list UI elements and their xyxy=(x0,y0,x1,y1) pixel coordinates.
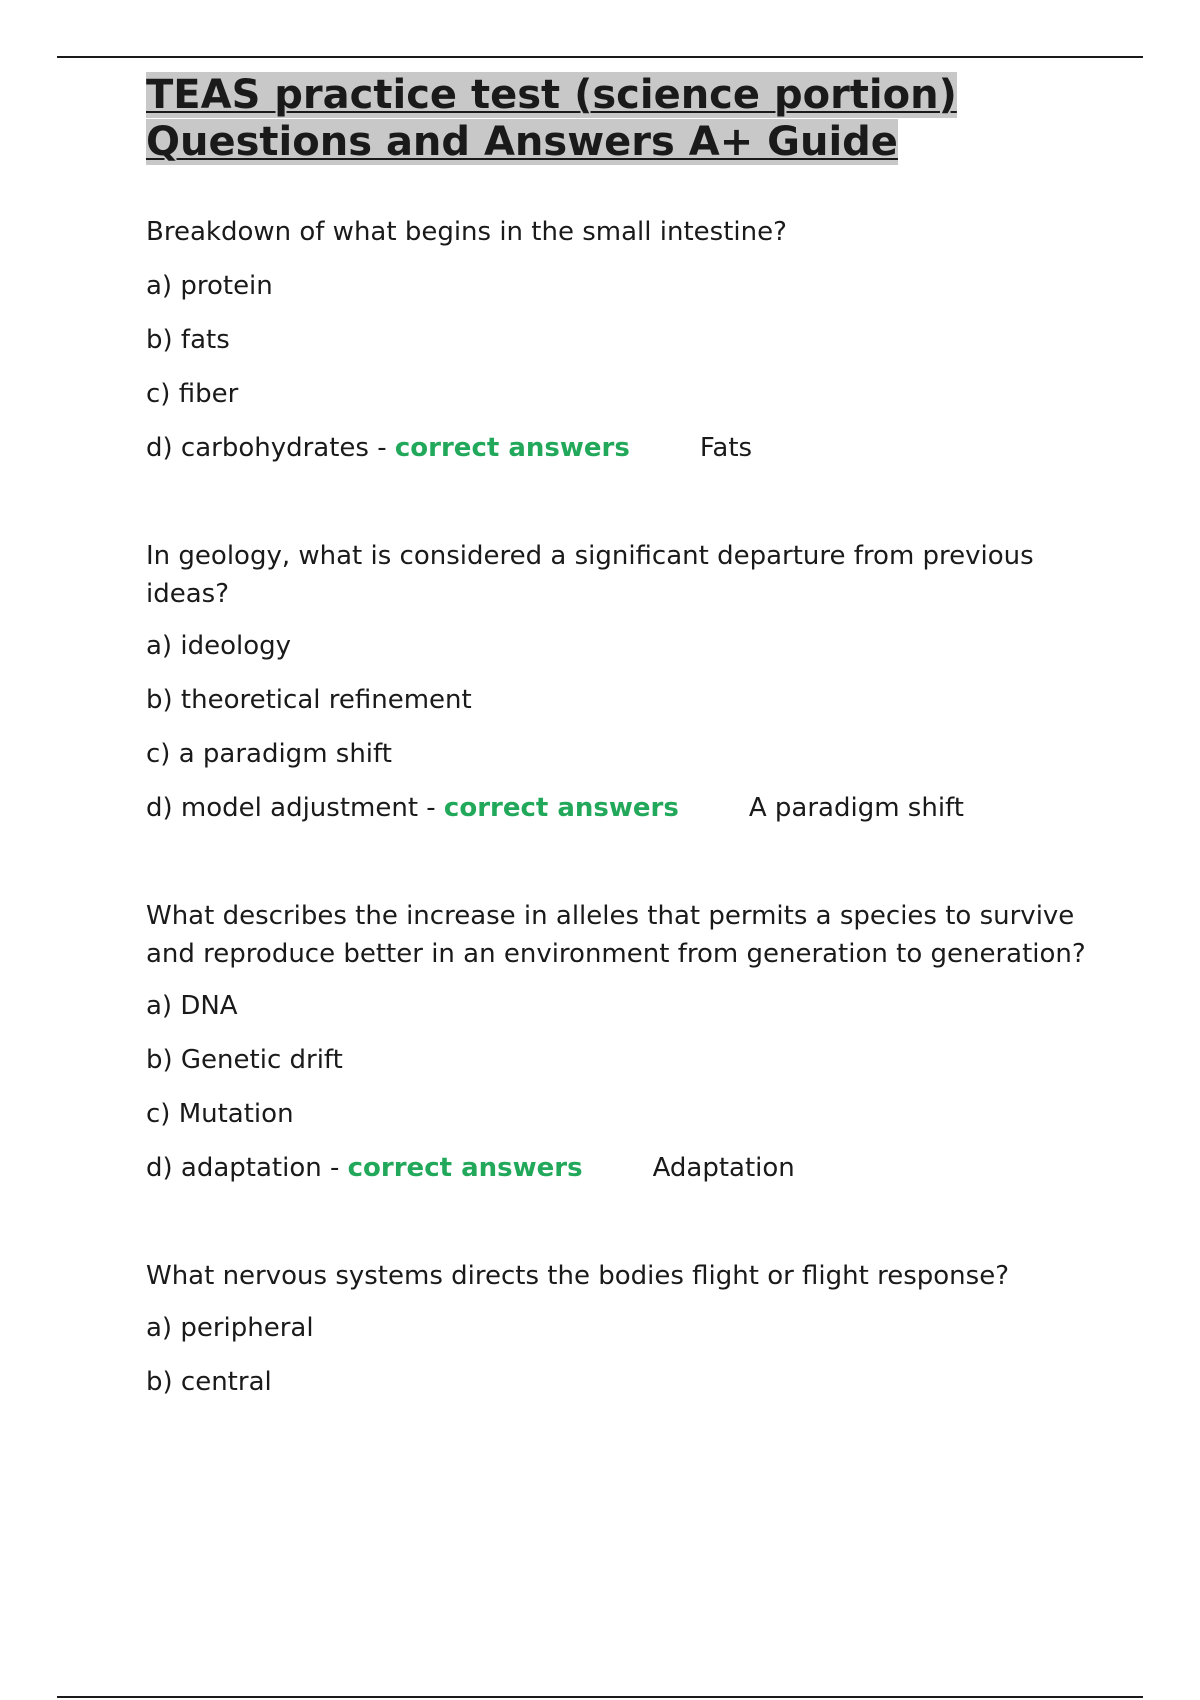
answer-row xyxy=(146,1149,1106,1187)
correct-answers-label: correct answers xyxy=(443,793,679,823)
question-block xyxy=(146,1257,1106,1401)
answer-option: a) ideology xyxy=(146,631,291,661)
top-rule xyxy=(57,56,1143,58)
correct-answer-value: Fats xyxy=(699,433,753,463)
title-line-2: Questions and Answers A+ Guide xyxy=(146,119,898,165)
correct-answers-label: correct answers xyxy=(394,433,630,463)
question-block xyxy=(146,897,1106,1187)
answer-option: c) fiber xyxy=(146,379,239,409)
document-body xyxy=(146,72,1106,1401)
answer-option: a) peripheral xyxy=(146,1313,314,1343)
correct-answer-value: Adaptation xyxy=(652,1153,795,1183)
correct-answers-label: correct answers xyxy=(347,1153,583,1183)
question-text: In geology, what is considered a significant departure from previous ideas? xyxy=(146,541,1034,609)
answer-option: a) DNA xyxy=(146,991,238,1021)
question-text: What describes the increase in alleles that permits a species to survive and reproduce better in an environment from generation to generation? xyxy=(146,901,1086,969)
question-block xyxy=(146,213,1106,467)
title-line-1: TEAS practice test (science portion) xyxy=(146,72,957,118)
answer-row xyxy=(146,429,1106,467)
question-text: What nervous systems directs the bodies flight or flight response? xyxy=(146,1261,1009,1291)
question-block xyxy=(146,537,1106,827)
document-title xyxy=(146,72,1106,166)
answer-option: a) protein xyxy=(146,271,273,301)
answer-option: d) carbohydrates - xyxy=(146,433,395,463)
answer-option: b) theoretical refinement xyxy=(146,685,472,715)
answer-option: c) Mutation xyxy=(146,1099,294,1129)
answer-option: b) fats xyxy=(146,325,230,355)
bottom-rule xyxy=(57,1696,1143,1698)
answer-row xyxy=(146,789,1106,827)
question-text: Breakdown of what begins in the small intestine? xyxy=(146,217,787,247)
answer-option: c) a paradigm shift xyxy=(146,739,392,769)
answer-option: b) Genetic drift xyxy=(146,1045,343,1075)
answer-option: d) adaptation - xyxy=(146,1153,348,1183)
answer-option: d) model adjustment - xyxy=(146,793,444,823)
correct-answer-value: A paradigm shift xyxy=(748,793,964,823)
answer-option: b) central xyxy=(146,1367,272,1397)
